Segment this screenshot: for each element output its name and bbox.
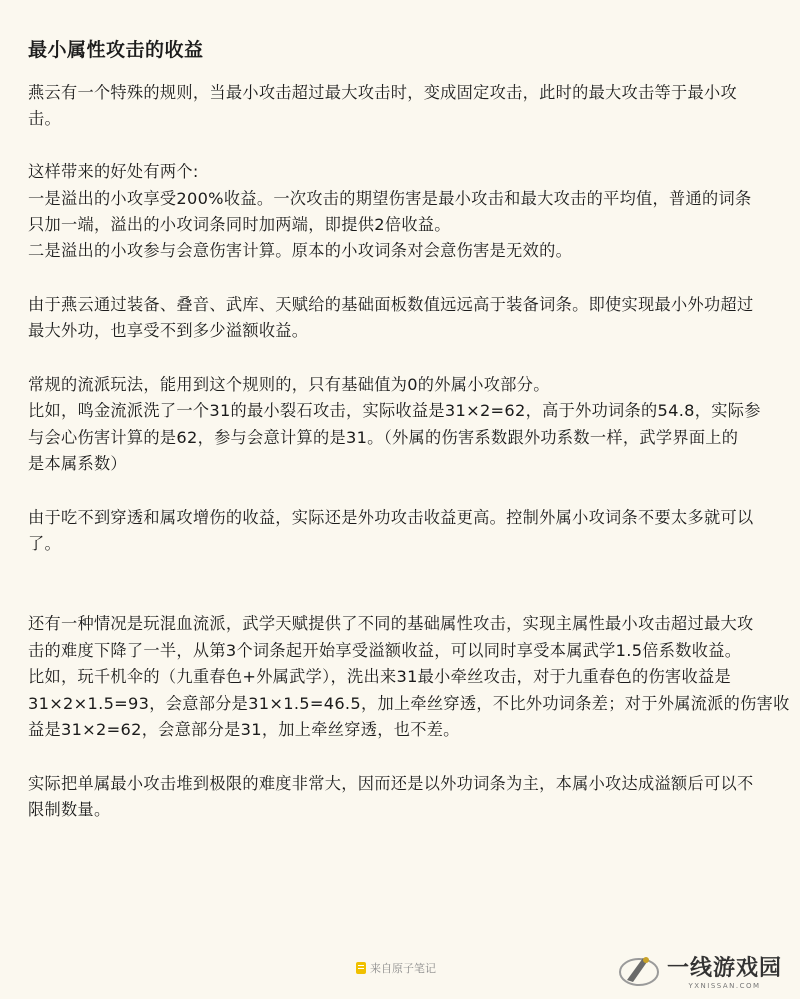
watermark-name: 一线游戏园 [666, 955, 782, 981]
text-line: 了。 [28, 534, 61, 553]
text-line: 一是溢出的小攻享受200%收益。一次攻击的期望伤害是最小攻击和最大攻击的平均值，普通的词条 [28, 189, 752, 208]
text-line: 是本属系数） [28, 454, 127, 473]
source-label: 来自原子笔记 [370, 962, 436, 975]
text-line: 常规的流派玩法，能用到这个规则的，只有基础值为0的外属小攻部分。 [28, 375, 550, 394]
source-footer [356, 960, 436, 976]
text-line: 二是溢出的小攻参与会意伤害计算。原本的小攻词条对会意伤害是无效的。 [28, 241, 573, 260]
text-line: 击的难度下降了一半，从第3个词条起开始享受溢额收益，可以同时享受本属武学1.5倍系数收益。 [28, 641, 742, 660]
text-line: 与会心伤害计算的是62，参与会意计算的是31。（外属的伤害系数跟外功系数一样，武学界面上的 [28, 428, 739, 447]
text-line: 实际把单属最小攻击堆到极限的难度非常大，因而还是以外功词条为主，本属小攻达成溢额后可以不 [28, 774, 754, 793]
text-line: 最大外功，也享受不到多少溢额收益。 [28, 321, 309, 340]
text-line: 击。 [28, 109, 61, 128]
text-line: 比如，鸣金流派洗了一个31的最小裂石攻击，实际收益是31×2=62，高于外功词条的54.8，实际参 [28, 401, 761, 420]
text-line: 由于燕云通过装备、叠音、武库、天赋给的基础面板数值远远高于装备词条。即使实现最小外功超过 [28, 295, 754, 314]
text-line: 燕云有一个特殊的规则，当最小攻击超过最大攻击时，变成固定攻击，此时的最大攻击等于最小攻 [28, 83, 737, 102]
text-line: 益是31×2=62，会意部分是31，加上牵丝穿透，也不差。 [28, 720, 460, 739]
text-line: 还有一种情况是玩混血流派，武学天赋提供了不同的基础属性攻击，实现主属性最小攻击超过最大攻 [28, 614, 754, 633]
text-line: 比如，玩千机伞的（九重春色+外属武学），洗出来31最小牵丝攻击，对于九重春色的伤害收益是 [28, 667, 731, 686]
watermark-logo-icon [617, 950, 661, 990]
note-icon [356, 962, 366, 974]
text-line: 只加一端，溢出的小攻词条同时加两端，即提供2倍收益。 [28, 215, 451, 234]
article-title: 最小属性攻击的收益 [28, 39, 204, 61]
site-watermark [617, 950, 782, 990]
text-line: 限制数量。 [28, 800, 111, 819]
text-line: 由于吃不到穿透和属攻增伤的收益，实际还是外功攻击收益更高。控制外属小攻词条不要太多就可以 [28, 508, 754, 527]
text-line: 这样带来的好处有两个: [28, 162, 199, 181]
text-line: 31×2×1.5=93，会意部分是31×1.5=46.5，加上牵丝穿透，不比外功词条差；对于外属流派的伤害收 [28, 694, 790, 713]
watermark-url: YXNISSAN.COM [688, 981, 761, 990]
